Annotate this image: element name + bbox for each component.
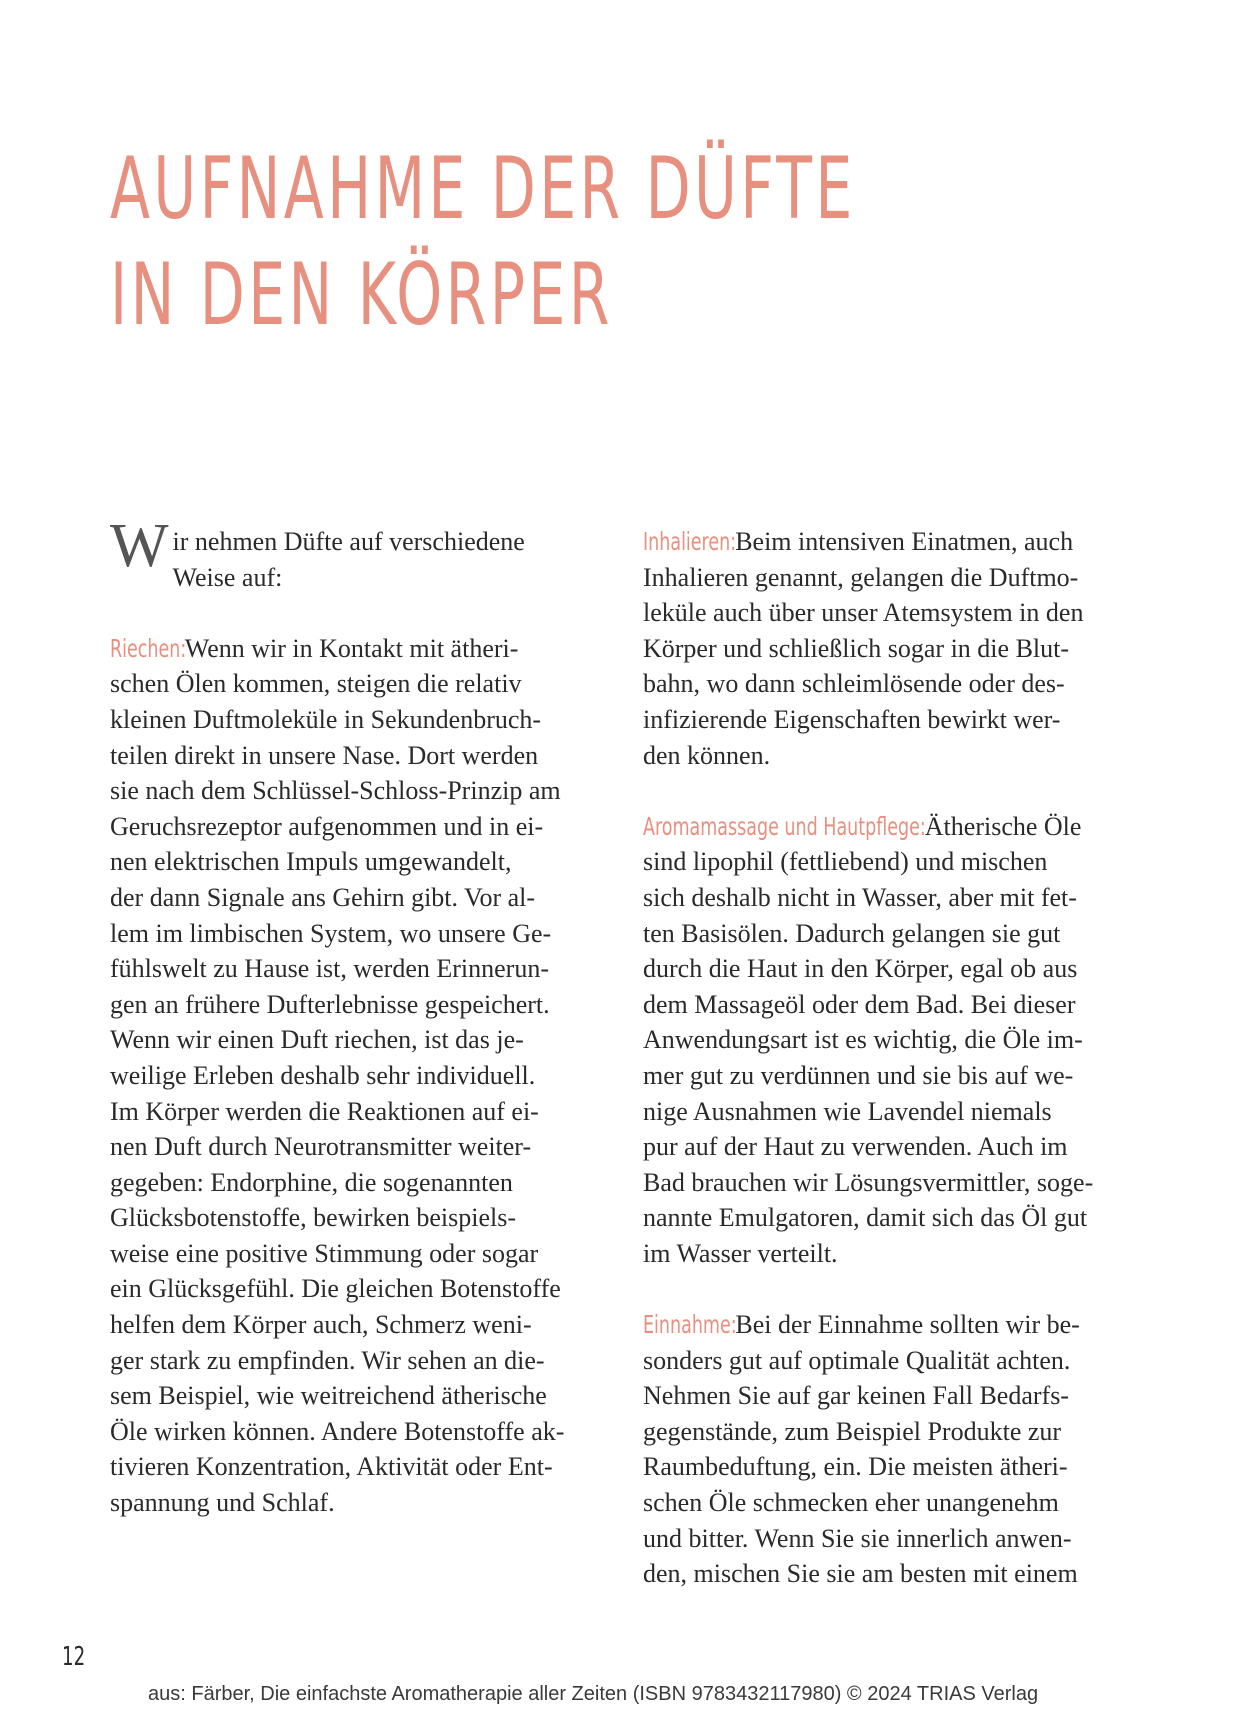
text-line: sonders gut auf optimale Qualität achten. — [643, 1345, 1071, 1375]
text-line — [643, 809, 1163, 845]
text-line: Glücksbotenstoffe, bewirken beispiels- — [110, 1203, 517, 1233]
text-line: Geruchsrezeptor aufgenommen und in ei- — [110, 811, 544, 841]
text-line — [643, 524, 1163, 560]
section-label-riechen: Riechen: — [110, 633, 187, 663]
paragraph-riechen — [110, 631, 610, 1521]
text-line: durch die Haut in den Körper, egal ob aus — [643, 954, 1078, 984]
intro-line: Weise auf: — [172, 562, 283, 592]
text-line: weise eine positive Stimmung oder sogar — [110, 1238, 539, 1268]
text-line — [110, 631, 610, 667]
text-line: weilige Erleben deshalb sehr individuell. — [110, 1060, 536, 1090]
text-line: Öle wirken können. Andere Botenstoffe ak- — [110, 1416, 565, 1446]
text-line: gegeben: Endorphine, die sogenannten — [110, 1167, 513, 1197]
text-line: sind lipophil (fettliebend) und mischen — [643, 847, 1048, 877]
text-line: Bad brauchen wir Lösungsvermittler, soge- — [643, 1167, 1094, 1197]
text-line: bahn, wo dann schleimlösende oder des- — [643, 669, 1065, 699]
copyright-footer: aus: Färber, Die einfachste Aromatherapie aller Zeiten (ISBN 9783432117980) © 2024 TRIAS Verlag — [148, 1683, 1039, 1705]
right-column — [643, 524, 1163, 1592]
paragraph-gap — [110, 595, 610, 631]
text-line-content: Bei der Einnahme sollten wir be- — [735, 1310, 1080, 1340]
paragraph-inhalieren — [643, 524, 1163, 773]
text-line: dem Massageöl oder dem Bad. Bei dieser — [643, 989, 1076, 1019]
text-line: der dann Signale ans Gehirn gibt. Vor al- — [110, 882, 536, 912]
text-line: Raumbeduftung, ein. Die meisten ätheri- — [643, 1452, 1068, 1482]
section-label-einnahme: Einnahme: — [643, 1310, 737, 1340]
text-line: sich deshalb nicht in Wasser, aber mit fet- — [643, 882, 1077, 912]
text-line: fühlswelt zu Hause ist, werden Erinnerun- — [110, 954, 549, 984]
text-line: schen Ölen kommen, steigen die relativ — [110, 669, 522, 699]
text-line: schen Öle schmecken eher unangenehm — [643, 1488, 1059, 1518]
text-line: den, mischen Sie sie am besten mit einem — [643, 1559, 1078, 1589]
text-line: lem im limbischen System, wo unsere Ge- — [110, 918, 552, 948]
text-line: ein Glücksgefühl. Die gleichen Botenstoffe — [110, 1274, 561, 1304]
text-line — [643, 1307, 1163, 1343]
text-line: nannte Emulgatoren, damit sich das Öl gut — [643, 1203, 1088, 1233]
text-line: kleinen Duftmoleküle in Sekundenbruch- — [110, 704, 542, 734]
text-line: infizierende Eigenschaften bewirkt wer- — [643, 704, 1061, 734]
paragraph-aromamassage — [643, 809, 1163, 1272]
text-line: teilen direkt in unsere Nase. Dort werden — [110, 740, 539, 770]
text-line: sem Beispiel, wie weitreichend ätherische — [110, 1381, 547, 1411]
drop-cap: W — [110, 512, 169, 580]
text-line: gegenstände, zum Beispiel Produkte zur — [643, 1416, 1062, 1446]
page-title-line-2: IN DEN KÖRPER — [110, 245, 613, 345]
text-line: spannung und Schlaf. — [110, 1488, 335, 1518]
text-line: Körper und schließlich sogar in die Blut- — [643, 633, 1070, 663]
text-line: Im Körper werden die Reaktionen auf ei- — [110, 1096, 539, 1126]
text-line: Inhalieren genannt, gelangen die Duftmo- — [643, 562, 1079, 592]
text-line: Nehmen Sie auf gar keinen Fall Bedarfs- — [643, 1381, 1069, 1411]
text-line: Wenn wir einen Duft riechen, ist das je- — [110, 1025, 524, 1055]
section-label-inhalieren: Inhalieren: — [643, 527, 737, 556]
text-line: gen an frühere Dufterlebnisse gespeichert. — [110, 989, 550, 1019]
text-line: mer gut zu verdünnen und sie bis auf we- — [643, 1060, 1074, 1090]
text-line-content: Beim intensiven Einatmen, auch — [735, 527, 1074, 556]
text-line: leküle auch über unser Atemsystem in den — [643, 598, 1084, 628]
text-line: nen elektrischen Impuls umgewandelt, — [110, 847, 512, 877]
paragraph-gap — [643, 1271, 1163, 1307]
page-title — [110, 136, 856, 348]
text-line: ger stark zu empfinden. Wir sehen an die- — [110, 1345, 545, 1375]
intro-paragraph — [110, 512, 610, 595]
text-line: Anwendungsart ist es wichtig, die Öle im- — [643, 1025, 1083, 1055]
text-line: den können. — [643, 740, 771, 770]
text-line: im Wasser verteilt. — [643, 1238, 838, 1268]
page-title-line-1: AUFNAHME DER DÜFTE — [110, 139, 856, 239]
section-label-aromamassage: Aromamassage und Hautpflege: — [643, 811, 926, 841]
text-line: helfen dem Körper auch, Schmerz weni- — [110, 1310, 532, 1340]
intro-line: ir nehmen Düfte auf verschiedene — [172, 527, 525, 556]
text-line: nen Duft durch Neurotransmitter weiter- — [110, 1132, 532, 1162]
text-line-content: Ätherische Öle — [924, 811, 1082, 841]
text-line: nige Ausnahmen wie Lavendel niemals — [643, 1096, 1052, 1126]
paragraph-gap — [643, 773, 1163, 809]
page-number: 12 — [62, 1642, 86, 1672]
text-line: tivieren Konzentration, Aktivität oder Ent- — [110, 1452, 553, 1482]
text-line: und bitter. Wenn Sie sie innerlich anwen- — [643, 1523, 1072, 1553]
left-column — [110, 512, 610, 1521]
text-line: pur auf der Haut zu verwenden. Auch im — [643, 1132, 1068, 1162]
text-line-content: Wenn wir in Kontakt mit ätheri- — [184, 633, 519, 663]
text-line: sie nach dem Schlüssel-Schloss-Prinzip am — [110, 776, 561, 806]
paragraph-einnahme — [643, 1307, 1163, 1592]
text-line: ten Basisölen. Dadurch gelangen sie gut — [643, 918, 1061, 948]
